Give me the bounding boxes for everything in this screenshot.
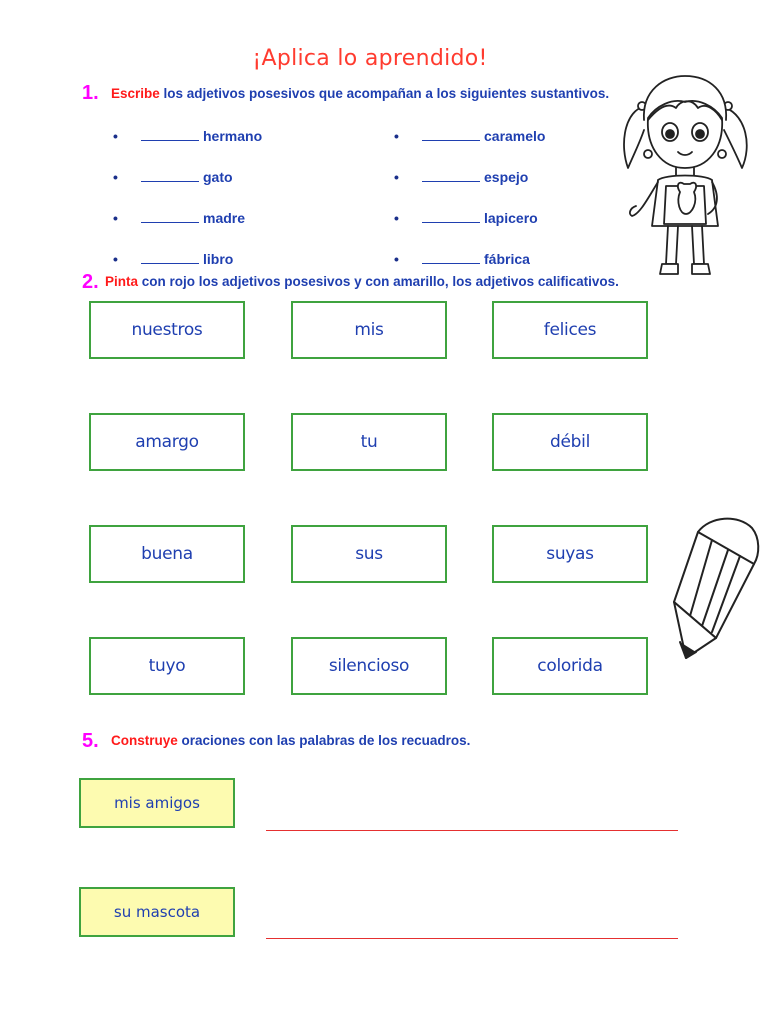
bullet-icon: • (394, 169, 399, 185)
section-1-instruction (111, 86, 609, 101)
word-box[interactable]: débil (492, 413, 648, 471)
section-2-keyword: Pinta (105, 274, 139, 289)
blank-line[interactable] (422, 169, 480, 182)
fill-item-right-3 (394, 210, 538, 226)
page-title: ¡Aplica lo aprendido! (252, 46, 488, 71)
word-box[interactable]: sus (291, 525, 447, 583)
bullet-icon: • (394, 128, 399, 144)
section-5-number: 5. (82, 730, 99, 752)
word-box[interactable]: silencioso (291, 637, 447, 695)
noun-label: libro (203, 251, 234, 267)
fill-item-left-4 (113, 251, 233, 267)
word-box[interactable]: colorida (492, 637, 648, 695)
section-5-instruction-text: oraciones con las palabras de los recuadros. (177, 733, 471, 748)
bullet-icon: • (113, 128, 118, 144)
bullet-icon: • (113, 169, 118, 185)
fill-item-right-1 (394, 128, 545, 144)
blank-line[interactable] (141, 210, 199, 223)
blank-line[interactable] (141, 251, 199, 264)
noun-label: hermano (203, 128, 263, 144)
word-box[interactable]: tuyo (89, 637, 245, 695)
section-1-instruction-text: los adjetivos posesivos que acompañan a los siguientes sustantivos. (159, 86, 610, 101)
noun-label: caramelo (484, 128, 546, 144)
noun-label: gato (203, 169, 233, 185)
blank-line[interactable] (141, 169, 199, 182)
section-2-instruction-text: con rojo los adjetivos posesivos y con amarillo, los adjetivos calificativos. (138, 274, 619, 289)
section-1-keyword: Escribe (111, 86, 160, 101)
section-1-number: 1. (82, 82, 99, 104)
phrase-box: su mascota (79, 887, 235, 937)
word-box[interactable]: tu (291, 413, 447, 471)
section-2-number: 2. (82, 271, 99, 293)
pencil-illustration (668, 512, 764, 664)
word-box[interactable]: nuestros (89, 301, 245, 359)
bullet-icon: • (113, 251, 118, 267)
bullet-icon: • (113, 210, 118, 226)
bullet-icon: • (394, 251, 399, 267)
answer-line[interactable] (266, 938, 678, 939)
answer-line[interactable] (266, 830, 678, 831)
noun-label: lapicero (484, 210, 538, 226)
bullet-icon: • (394, 210, 399, 226)
word-box[interactable]: buena (89, 525, 245, 583)
noun-label: fábrica (484, 251, 530, 267)
blank-line[interactable] (422, 210, 480, 223)
fill-item-left-1 (113, 128, 262, 144)
word-box[interactable]: felices (492, 301, 648, 359)
girl-illustration (618, 68, 756, 284)
word-box[interactable]: amargo (89, 413, 245, 471)
noun-label: espejo (484, 169, 529, 185)
noun-label: madre (203, 210, 246, 226)
fill-item-right-2 (394, 169, 528, 185)
blank-line[interactable] (422, 251, 480, 264)
fill-item-left-3 (113, 210, 245, 226)
fill-item-right-4 (394, 251, 530, 267)
blank-line[interactable] (141, 128, 199, 141)
section-5-instruction (111, 733, 470, 748)
fill-item-left-2 (113, 169, 233, 185)
phrase-box: mis amigos (79, 778, 235, 828)
word-box[interactable]: mis (291, 301, 447, 359)
section-2-instruction (105, 274, 619, 289)
word-box[interactable]: suyas (492, 525, 648, 583)
blank-line[interactable] (422, 128, 480, 141)
section-5-keyword: Construye (111, 733, 178, 748)
